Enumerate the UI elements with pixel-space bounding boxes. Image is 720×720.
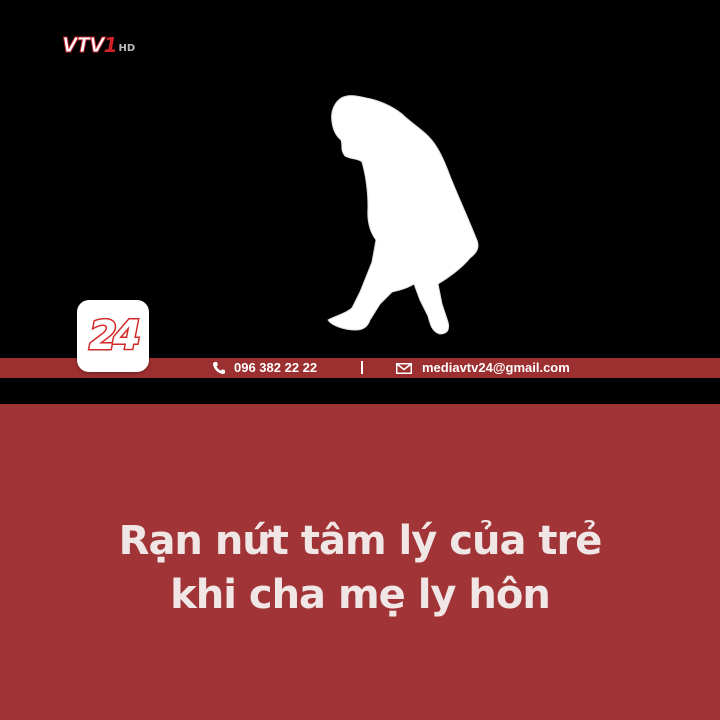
phone-icon [212,361,226,375]
black-strip [0,378,720,404]
email-address[interactable]: mediavtv24@gmail.com [422,360,570,375]
mail-icon [396,363,412,374]
vtv24-badge-text: 24 [89,313,137,359]
headline-line-1: Rạn nứt tâm lý của trẻ [118,518,602,564]
headline [0,514,720,622]
headline-line-2: khi cha mẹ ly hôn [170,572,550,618]
contact-divider [361,361,363,374]
channel-logo-text: VTV1 [62,33,117,57]
vtv24-badge [77,300,149,372]
phone-number: 096 382 22 22 [234,360,318,375]
channel-logo-hd: HD [118,43,136,54]
